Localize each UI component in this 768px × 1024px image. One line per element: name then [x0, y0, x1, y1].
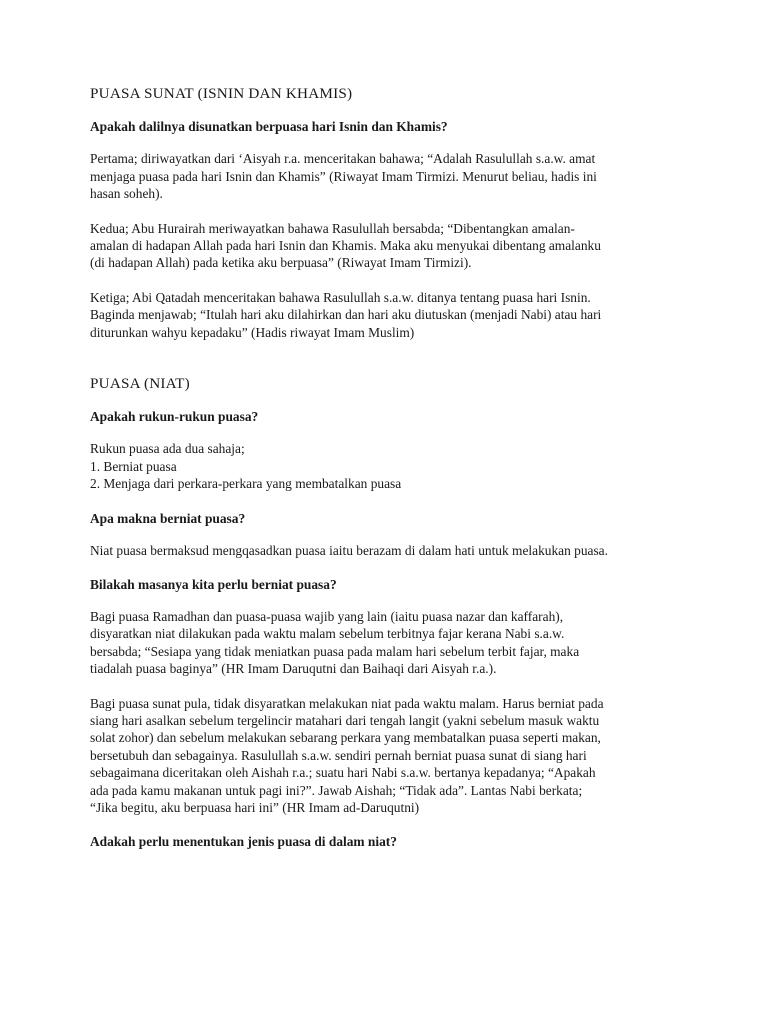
text-line: (di hadapan Allah) pada ketika aku berpuasa” (Riwayat Imam Tirmizi). — [90, 255, 472, 271]
text-line: amalan di hadapan Allah pada hari Isnin dan Khamis. Maka aku menyukai dibentang amalanku — [90, 238, 601, 254]
text-line: hasan soheh). — [90, 186, 163, 202]
text-line: disyaratkan niat dilakukan pada waktu malam sebelum terbitnya fajar kerana Nabi s.a.w. — [90, 626, 565, 642]
paragraph-kedua — [90, 220, 690, 272]
section-heading-puasa-niat: PUASA (NIAT) — [90, 375, 190, 393]
question-rukun-puasa: Apakah rukun-rukun puasa? — [90, 409, 259, 425]
question-makna-niat: Apa makna berniat puasa? — [90, 510, 246, 526]
text-line: ada pada kamu makanan untuk pagi ini?”. Jawab Aishah; “Tidak ada”. Lantas Nabi berkata; — [90, 782, 583, 798]
list-item: 1. Berniat puasa — [90, 458, 177, 474]
text-line: bersabda; “Sesiapa yang tidak meniatkan puasa pada malam hari sebelum terbit fajar, maka — [90, 643, 580, 659]
paragraph-makna-niat — [90, 542, 690, 559]
text-line: siang hari asalkan sebelum tergelincir matahari dari tengah langit (yakni sebelum masuk waktu — [90, 712, 600, 728]
text-line: menjaga puasa pada hari Isnin dan Khamis” (Riwayat Imam Tirmizi. Menurut beliau, hadis ini — [90, 168, 597, 184]
text-line: Rukun puasa ada dua sahaja; — [90, 441, 245, 457]
paragraph-niat-ramadhan — [90, 608, 690, 678]
question-masa-niat: Bilakah masanya kita perlu berniat puasa? — [90, 576, 337, 592]
text-line: Niat puasa bermaksud mengqasadkan puasa iaitu berazam di dalam hati untuk melakukan puasa. — [90, 543, 608, 559]
question-dalil-isnin-khamis: Apakah dalilnya disunatkan berpuasa hari Isnin dan Khamis? — [90, 119, 448, 134]
paragraph-rukun — [90, 440, 690, 492]
section-heading-puasa-sunat: PUASA SUNAT (ISNIN DAN KHAMIS) — [90, 85, 353, 102]
paragraph-pertama — [90, 150, 690, 202]
text-line: Baginda menjawab; “Itulah hari aku dilahirkan dan hari aku diutuskan (menjadi Nabi) atau hari — [90, 307, 602, 323]
text-line: diturunkan wahyu kepadaku” (Hadis riwayat Imam Muslim) — [90, 324, 415, 340]
text-line: Bagi puasa sunat pula, tidak disyaratkan melakukan niat pada waktu malam. Harus berniat pada — [90, 695, 604, 711]
list-item: 2. Menjaga dari perkara-perkara yang membatalkan puasa — [90, 476, 402, 492]
text-line: Ketiga; Abi Qatadah menceritakan bahawa Rasulullah s.a.w. ditanya tentang puasa hari Isnin. — [90, 289, 591, 305]
text-line: Kedua; Abu Hurairah meriwayatkan bahawa Rasulullah bersabda; “Dibentangkan amalan- — [90, 220, 575, 236]
paragraph-ketiga — [90, 289, 690, 341]
document-page — [90, 84, 690, 851]
text-line: tiadalah puasa baginya” (HR Imam Daruqutni dan Baihaqi dari Aisyah r.a.). — [90, 661, 497, 677]
text-line: bersetubuh dan sebagainya. Rasulullah s.a.w. sendiri pernah berniat puasa sunat di siang hari — [90, 747, 587, 763]
text-line: “Jika begitu, aku berpuasa hari ini” (HR Imam ad-Daruqutni) — [90, 799, 420, 815]
text-line: Pertama; diriwayatkan dari ‘Aisyah r.a. menceritakan bahawa; “Adalah Rasulullah s.a.w. amat — [90, 151, 596, 167]
text-line: solat zohor) dan sebelum melakukan sebarang perkara yang membatalkan puasa seperti makan, — [90, 730, 601, 746]
text-line: Bagi puasa Ramadhan dan puasa-puasa wajib yang lain (iaitu puasa nazar dan kaffarah), — [90, 608, 564, 624]
paragraph-niat-sunat — [90, 695, 690, 817]
text-line: sebagaimana diceritakan oleh Aishah r.a.; suatu hari Nabi s.a.w. bertanya kepadanya; “Apakah — [90, 765, 596, 781]
question-jenis-puasa-niat: Adakah perlu menentukan jenis puasa di dalam niat? — [90, 834, 397, 850]
